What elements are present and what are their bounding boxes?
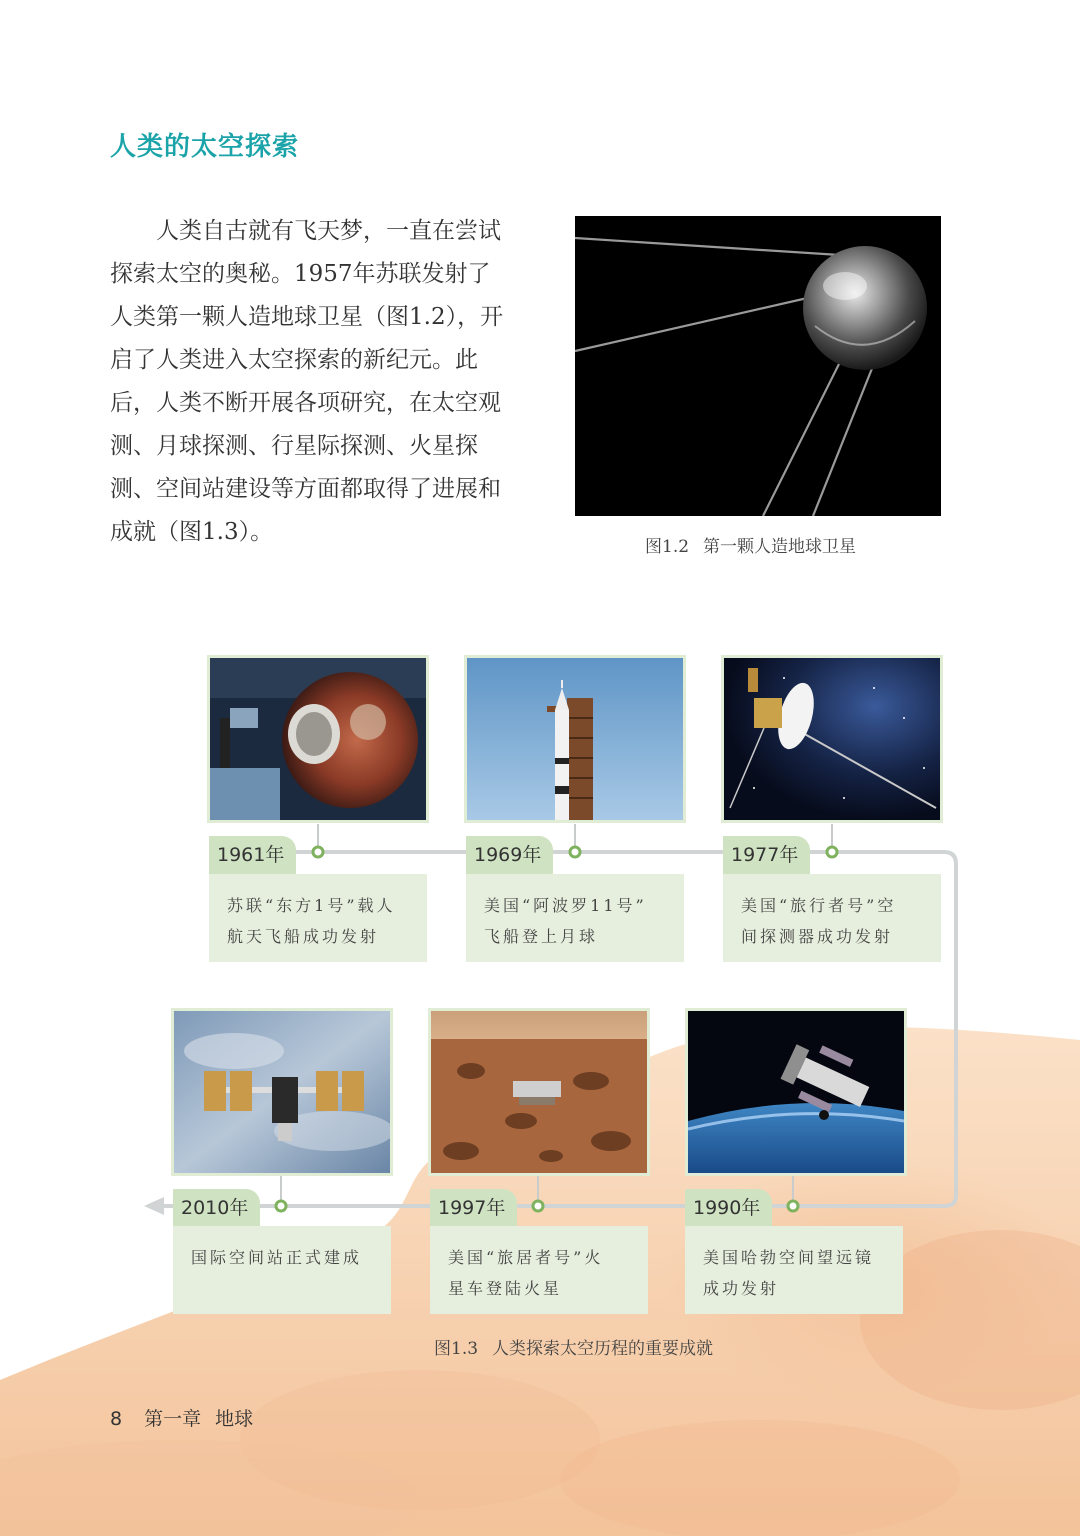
figure-label: 图1.2	[645, 537, 690, 557]
body-line: 人类自古就有飞天梦，一直在尝试	[156, 218, 501, 244]
desc-line: 飞船登上月球	[484, 927, 599, 946]
desc-line: 苏联“东方1号”载人	[227, 896, 396, 915]
sputnik-photo	[575, 216, 941, 516]
year-tag-1997: 1997年	[430, 1189, 517, 1227]
body-line: 测、空间站建设等方面都取得了进展和	[110, 476, 501, 502]
year-tag-1990: 1990年	[685, 1189, 772, 1227]
body-line: 探索太空的奥秘。1957年苏联发射了	[110, 261, 491, 287]
desc-line: 成功发射	[703, 1279, 780, 1298]
body-line: 成就（图1.3）。	[110, 519, 274, 545]
timeline-desc-1990	[685, 1226, 903, 1314]
mars-pathfinder-photo	[428, 1008, 650, 1176]
page-number: 8	[110, 1408, 123, 1430]
figure-1-2-caption	[645, 532, 856, 557]
body-line: 人类第一颗人造地球卫星（图1.2），开	[110, 304, 504, 330]
year-tag-1977: 1977年	[723, 836, 810, 874]
section-title: 人类的太空探索	[110, 132, 300, 162]
timeline-desc-1997	[430, 1226, 648, 1314]
figure-title: 第一颗人造地球卫星	[703, 537, 857, 557]
desc-line: 航天飞船成功发射	[227, 927, 380, 946]
page-footer	[110, 1404, 253, 1431]
desc-line: 星车登陆火星	[448, 1279, 563, 1298]
year-tag-2010: 2010年	[173, 1189, 260, 1227]
timeline-desc-1961	[209, 874, 427, 962]
desc-line: 美国“旅居者号”火	[448, 1248, 604, 1267]
body-paragraph	[110, 210, 530, 554]
body-line: 启了人类进入太空探索的新纪元。此	[110, 347, 478, 373]
desc-line: 国际空间站正式建成	[191, 1248, 363, 1267]
timeline-desc-2010	[173, 1226, 391, 1314]
iss-photo	[171, 1008, 393, 1176]
voyager-probe-photo	[721, 655, 943, 823]
year-tag-1961: 1961年	[209, 836, 296, 874]
desc-line: 美国“旅行者号”空	[741, 896, 897, 915]
timeline-desc-1977	[723, 874, 941, 962]
desc-line: 美国哈勃空间望远镜	[703, 1248, 875, 1267]
figure-1-3-caption	[434, 1334, 713, 1359]
figure-label: 图1.3	[434, 1339, 479, 1359]
desc-line: 间探测器成功发射	[741, 927, 894, 946]
hubble-telescope-photo	[685, 1008, 907, 1176]
chapter-title: 地球	[215, 1408, 254, 1430]
year-tag-1969: 1969年	[466, 836, 553, 874]
chapter-label: 第一章	[144, 1408, 202, 1430]
desc-line: 美国“阿波罗11号”	[484, 896, 647, 915]
apollo-rocket-photo	[464, 655, 686, 823]
timeline-desc-1969	[466, 874, 684, 962]
body-line: 测、月球探测、行星际探测、火星探	[110, 433, 478, 459]
vostok-capsule-photo	[207, 655, 429, 823]
body-line: 后，人类不断开展各项研究，在太空观	[110, 390, 501, 416]
figure-title: 人类探索太空历程的重要成就	[492, 1339, 714, 1359]
